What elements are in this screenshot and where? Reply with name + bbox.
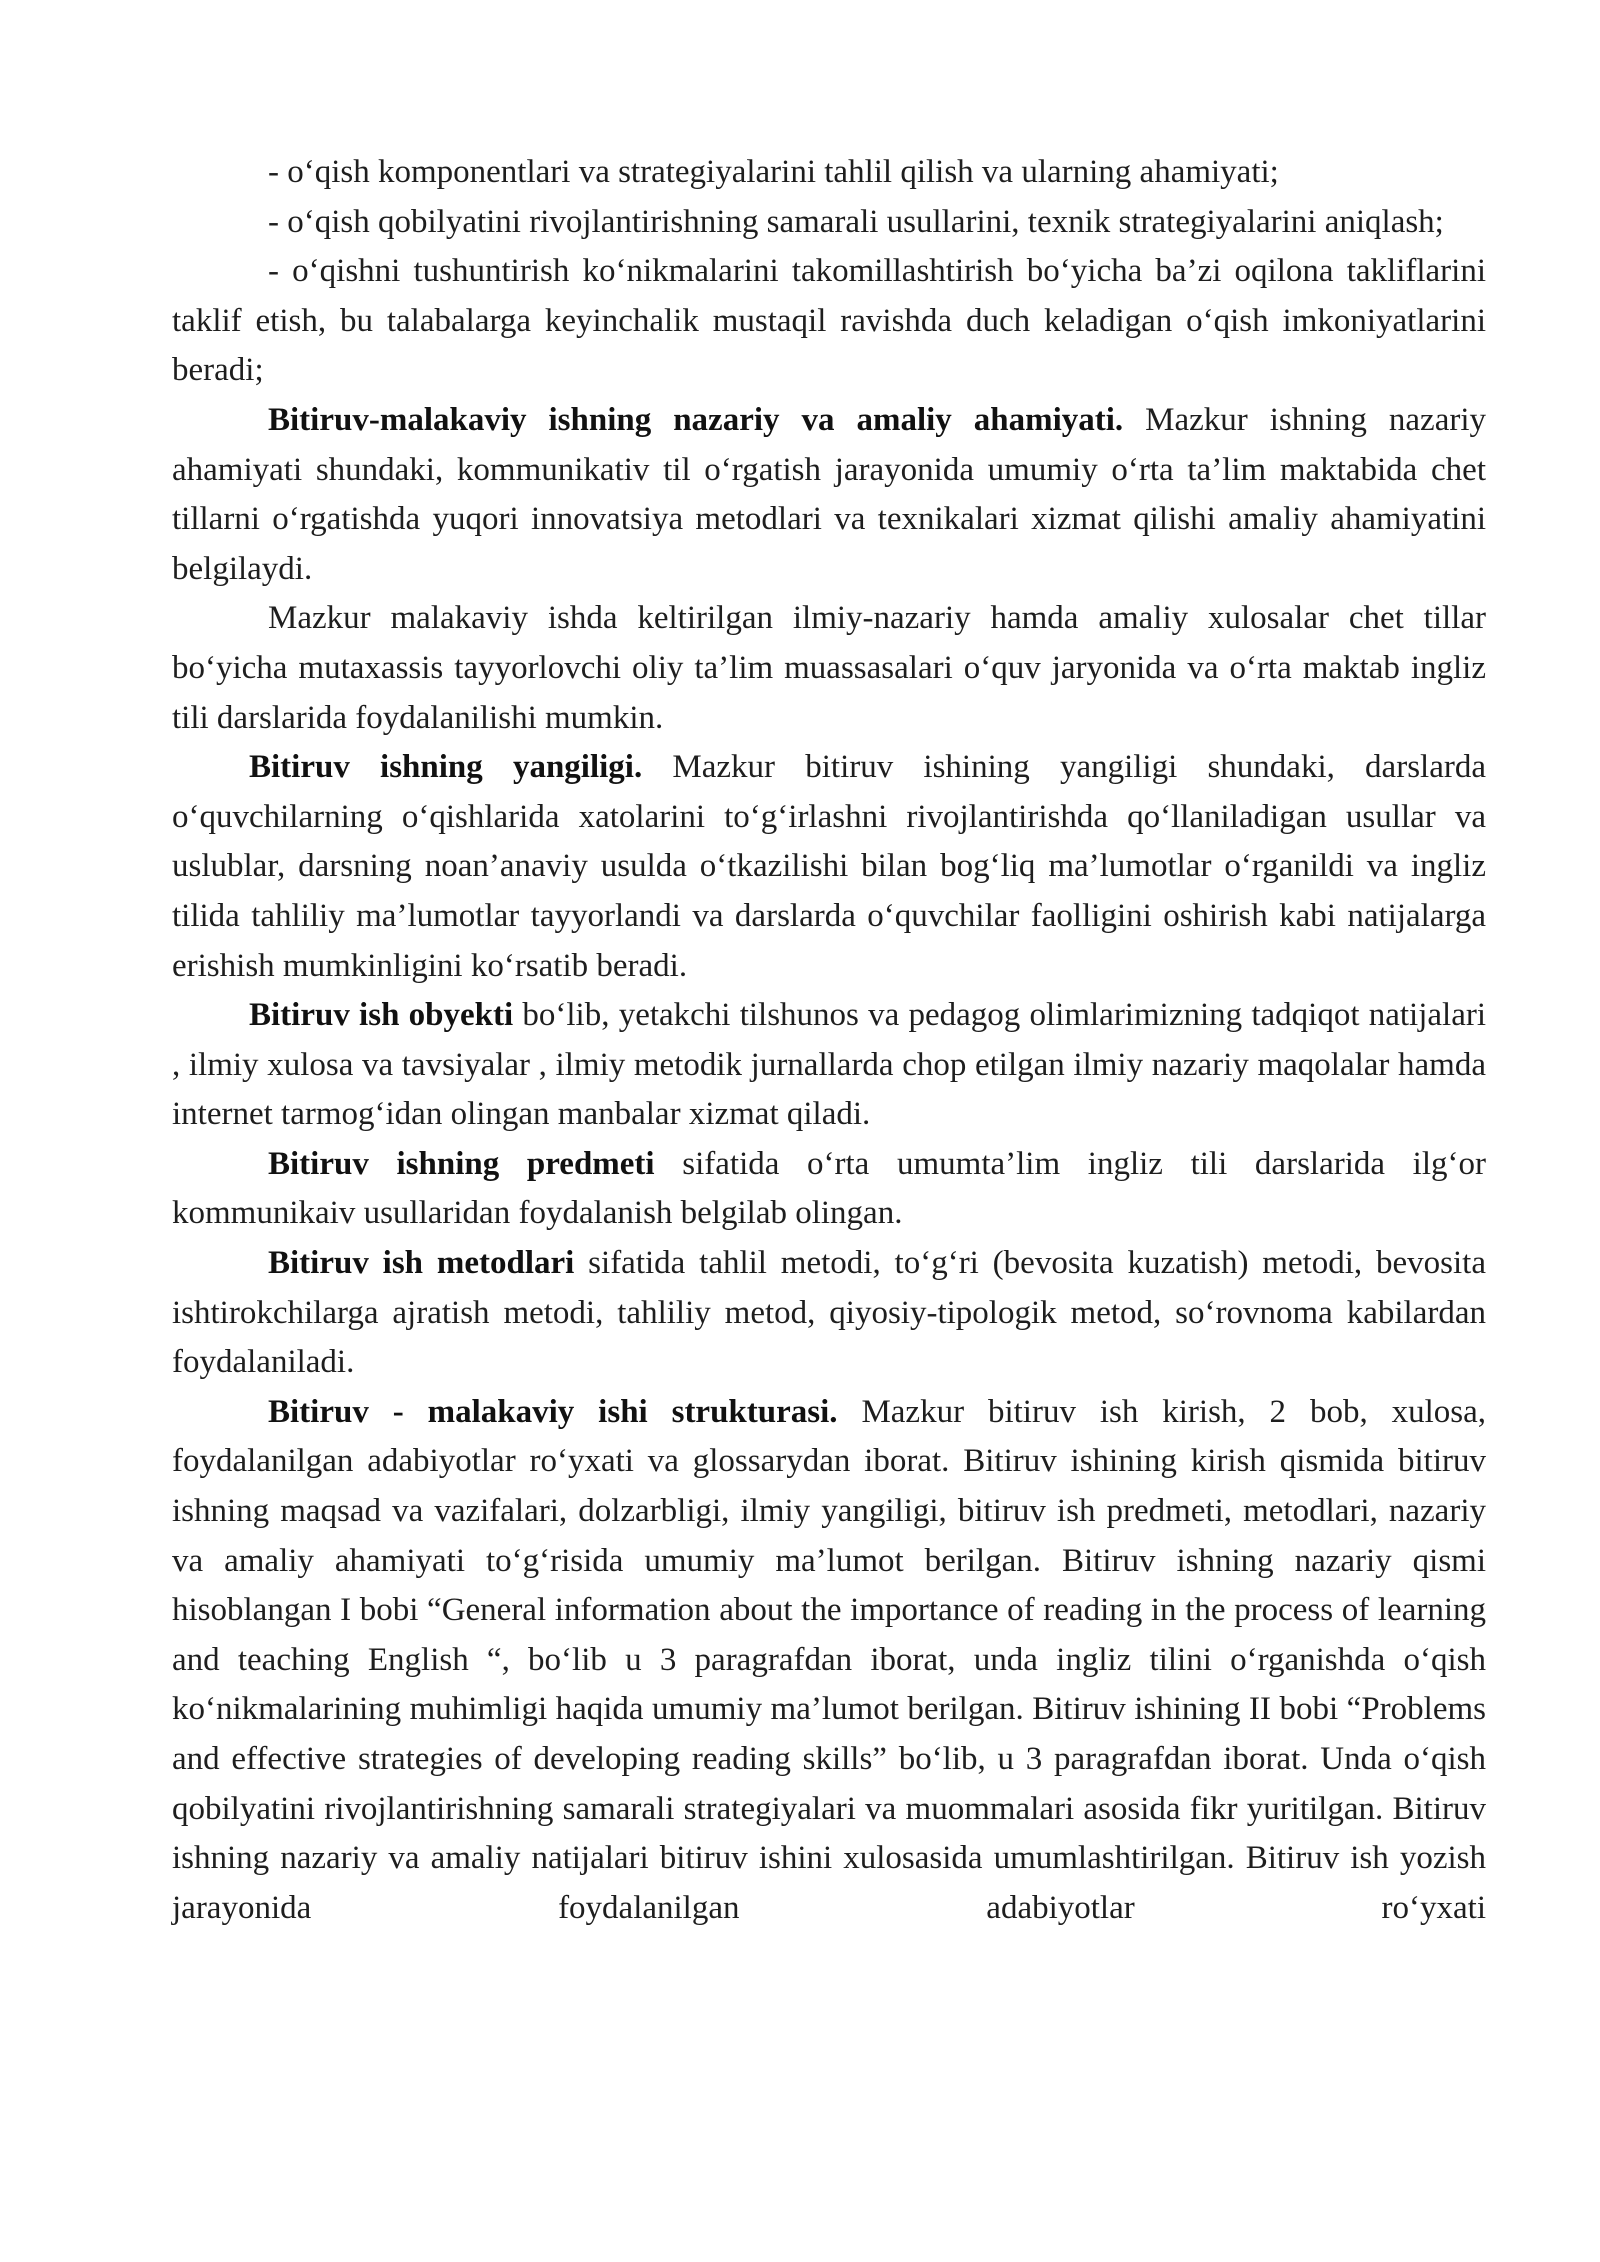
- text-ahamiyat: Mazkur ishning nazariy ahamiyati shundaki, kommunikativ til o‘rgatish jarayonida umumiy o‘rta ta’lim maktabida chet tillarni o‘rgatishda yuqori innovatsiya metodlari va texnikalari xizmat qilishi amaliy ahamiyatini belgilaydi.: [172, 401, 1486, 587]
- paragraph-struktura: [172, 1388, 1486, 1934]
- heading-struktura: Bitiruv - malakaviy ishi strukturasi.: [268, 1393, 838, 1430]
- text-xulosalar: Mazkur malakaviy ishda keltirilgan ilmiy-nazariy hamda amaliy xulosalar chet tillar bo‘yicha mutaxassis tayyorlovchi oliy ta’lim muassasalari o‘quv jaryonida va o‘rta maktab ingliz tili darslarida foydalanilishi mumkin.: [172, 600, 1486, 736]
- text-struktura: Mazkur bitiruv ish kirish, 2 bob, xulosa, foydalanilgan adabiyotlar ro‘yxati va glossarydan iborat. Bitiruv ishining kirish qismida bitiruv ishning maqsad va vazifalari, dolzarbligi, ilmiy yangiligi, bitiruv ish predmeti, metodlari, nazariy va amaliy ahamiyati to‘g‘risida umumiy ma’lumot berilgan. Bitiruv ishning nazariy qismi hisoblangan I bobi “General information about the importance of reading in the process of learning and teaching English “, bo‘lib u 3 paragrafdan iborat, unda ingliz tilini o‘rganishda o‘qish ko‘nikmalarining muhimligi haqida umumiy ma’lumot berilgan. Bitiruv ishining II bobi “Problems and effective strategies of developing reading skills” bo‘lib, u 3 paragrafdan iborat. Unda o‘qish qobilyatini rivojlantirishning samarali strategiyalari va muommalari asosida fikr yuritilgan. Bitiruv ishning nazariy va amaliy natijalari bitiruv ishini xulosasida umumlashtirilgan. Bitiruv ish yozish jarayonida foydalanilgan adabiyotlar ro‘yxati: [172, 1393, 1486, 1926]
- text-metodlar: sifatida tahlil metodi, to‘g‘ri (bevosita kuzatish) metodi, bevosita ishtirokchilarga ajratish metodi, tahliliy metod, qiyosiy-tipologik metod, so‘rovnoma kabilardan foydalaniladi.: [172, 1245, 1486, 1381]
- heading-yangilik: Bitiruv ishning yangiligi.: [249, 749, 643, 786]
- text-obyekt: bo‘lib, yetakchi tilshunos va pedagog olimlarimizning tadqiqot natijalari , ilmiy xulosa va tavsiyalar , ilmiy metodik jurnallarda chop etilgan ilmiy nazariy maqolalar hamda internet tarmog‘idan olingan manbalar xizmat qiladi.: [172, 997, 1486, 1133]
- text-yangilik: Mazkur bitiruv ishining yangiligi shundaki, darslarda o‘quvchilarning o‘qishlarida xatolarini to‘g‘irlashni rivojlantirishda qo‘llaniladigan usullar va uslublar, darsning noan’anaviy usulda o‘tkazilishi bilan bog‘liq ma’lumotlar o‘rganildi va ingliz tilida tahliliy ma’lumotlar tayyorlandi va darslarda o‘quvchilar faolligini oshirish kabi natijalarga erishish mumkinligini ko‘rsatib beradi.: [172, 749, 1486, 984]
- paragraph-ahamiyat: [172, 396, 1486, 594]
- heading-predmet: Bitiruv ishning predmeti: [268, 1145, 655, 1182]
- bullet-item-3: - o‘qishni tushuntirish ko‘nikmalarini takomillashtirish bo‘yicha ba’zi oqilona takliflarini taklif etish, bu talabalarga keyinchalik mustaqil ravishda duch keladigan o‘qish imkoniyatlarini beradi;: [172, 253, 1486, 389]
- heading-metodlar: Bitiruv ish metodlari: [268, 1245, 575, 1282]
- bullet-item-1: - o‘qish komponentlari va strategiyalarini tahlil qilish va ularning ahamiyati;: [268, 154, 1279, 190]
- paragraph-obyekt: [172, 991, 1486, 1140]
- paragraph-xulosalar: [172, 594, 1486, 743]
- bullet-item-2: - o‘qish qobilyatini rivojlantirishning samarali usullarini, texnik strategiyalarini aniqlash;: [268, 203, 1444, 240]
- paragraph-metodlar: [172, 1239, 1486, 1388]
- text-predmet: sifatida o‘rta umumta’lim ingliz tili darslarida ilg‘or kommunikaiv usullaridan foydalanish belgilab olingan.: [172, 1145, 1486, 1232]
- paragraph-yangilik: [172, 743, 1486, 991]
- document-page: [172, 148, 1486, 1933]
- heading-ahamiyat: Bitiruv-malakaviy ishning nazariy va amaliy ahamiyati.: [268, 401, 1124, 438]
- paragraph-predmet: [172, 1140, 1486, 1239]
- heading-obyekt: Bitiruv ish obyekti: [249, 997, 514, 1034]
